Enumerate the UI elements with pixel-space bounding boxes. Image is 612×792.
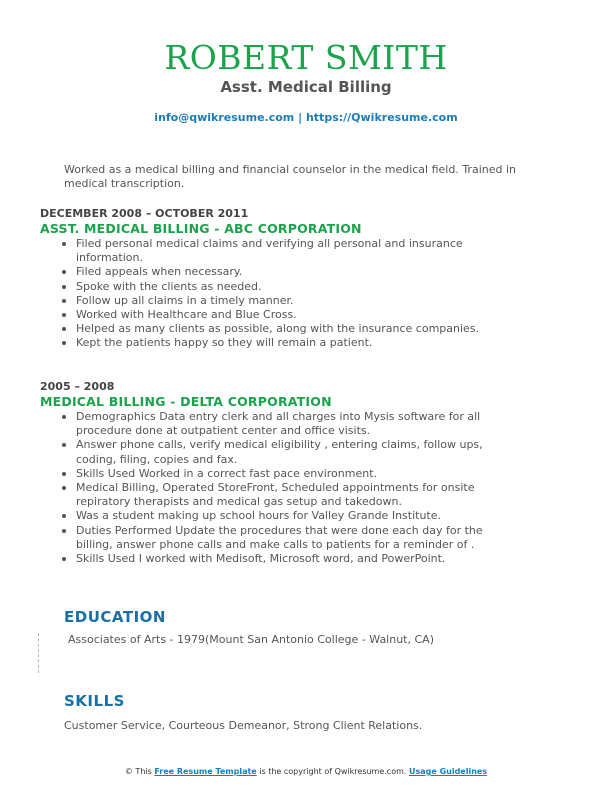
skills-heading: SKILLS xyxy=(64,692,125,710)
list-item: Medical Billing, Operated StoreFront, Scheduled appointments for onsite repiratory therapists and medical gas setup and takedown. xyxy=(76,481,520,509)
email-link[interactable]: info@qwikresume.com xyxy=(154,111,295,124)
candidate-title: Asst. Medical Billing xyxy=(220,78,392,96)
job-bullets xyxy=(40,410,520,566)
usage-guidelines-link[interactable]: Usage Guidelines xyxy=(408,767,488,776)
footer-middle: is the copyright of Qwikresume.com. xyxy=(256,767,409,776)
education-divider xyxy=(38,633,39,673)
list-item: Was a student making up school hours for Valley Grande Institute. xyxy=(76,509,520,523)
list-item: Answer phone calls, verify medical eligibility , entering claims, follow ups, coding, filing, copies and fax. xyxy=(76,438,520,466)
footer xyxy=(0,766,612,778)
job-role: ASST. MEDICAL BILLING - ABC CORPORATION xyxy=(40,221,362,236)
education-heading: EDUCATION xyxy=(64,608,166,626)
list-item: Duties Performed Update the procedures that were done each day for the billing, answer phone calls and make calls to patients for a reminder of . xyxy=(76,524,520,552)
job-role: MEDICAL BILLING - DELTA CORPORATION xyxy=(40,394,332,409)
list-item: Kept the patients happy so they will remain a patient. xyxy=(76,336,520,350)
list-item: Helped as many clients as possible, along with the insurance companies. xyxy=(76,322,520,336)
free-resume-template-link[interactable]: Free Resume Template xyxy=(154,767,257,776)
footer-prefix: © This xyxy=(124,767,155,776)
education-entry: Associates of Arts - 1979(Mount San Antonio College - Walnut, CA) xyxy=(68,633,434,646)
website-link[interactable]: https://Qwikresume.com xyxy=(305,111,458,124)
job-entry xyxy=(40,380,520,566)
list-item: Demographics Data entry clerk and all charges into Mysis software for all procedure done at outpatient center and office visits. xyxy=(76,410,520,438)
list-item: Spoke with the clients as needed. xyxy=(76,280,520,294)
job-dates: 2005 – 2008 xyxy=(40,380,115,393)
list-item: Follow up all claims in a timely manner. xyxy=(76,294,520,308)
list-item: Filed personal medical claims and verifying all personal and insurance information. xyxy=(76,237,520,265)
list-item: Skills Used I worked with Medisoft, Microsoft word, and PowerPoint. xyxy=(76,552,520,566)
list-item: Skills Used Worked in a correct fast pace environment. xyxy=(76,467,520,481)
contact-separator: | xyxy=(294,111,306,124)
list-item: Filed appeals when necessary. xyxy=(76,265,520,279)
job-entry xyxy=(40,207,520,351)
candidate-name: ROBERT SMITH xyxy=(164,38,448,77)
summary: Worked as a medical billing and financial counselor in the medical field. Trained in medical transcription. xyxy=(64,163,516,190)
job-dates: DECEMBER 2008 – OCTOBER 2011 xyxy=(40,207,249,220)
contact-line xyxy=(0,110,612,126)
job-bullets xyxy=(40,237,520,351)
skills-text: Customer Service, Courteous Demeanor, Strong Client Relations. xyxy=(64,719,423,732)
list-item: Worked with Healthcare and Blue Cross. xyxy=(76,308,520,322)
